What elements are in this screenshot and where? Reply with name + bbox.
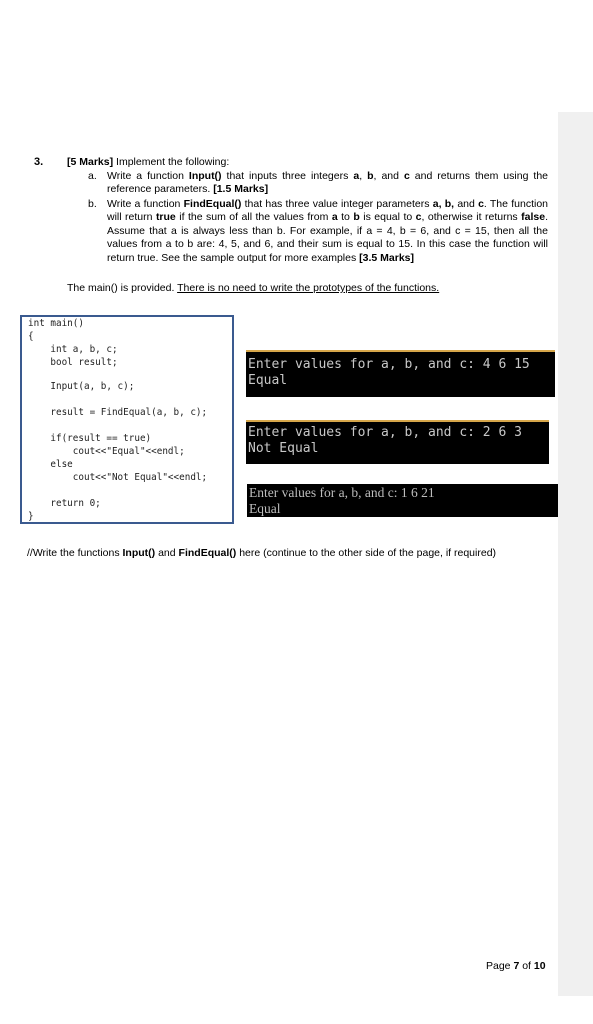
text-run: , otherwise it returns	[421, 211, 522, 224]
text-run: . Assume that a is always less than b. For example, if a = 4, b = 6, and c = 15, then all the values from a to b are: 4, 5, and 6, and their sum is equal to 15. In this case the function will return true. See the sample output for more examples	[107, 211, 549, 264]
function-name: Input()	[122, 547, 156, 559]
code-box	[20, 315, 234, 524]
text-run: and	[155, 547, 179, 559]
output-prompt: Enter values for a, b, and c: 1 6 21	[249, 485, 435, 500]
sample-output-3	[247, 484, 558, 517]
param-name: b	[367, 170, 374, 182]
text-run: The main() is provided.	[67, 282, 178, 294]
text-run: and returns them using the reference parameters.	[107, 170, 548, 196]
text-run: is equal to	[359, 211, 416, 224]
code-line: int main()	[28, 318, 84, 329]
output-result: Not Equal	[248, 441, 319, 456]
code-line: cout<<"Not Equal"<<endl;	[28, 472, 208, 483]
output-result: Equal	[248, 373, 288, 388]
text-run: of	[519, 960, 534, 972]
question-number: 3.	[34, 156, 44, 168]
text-run: here (continue to the other side of the page, if required)	[236, 547, 497, 559]
list-item-text	[107, 170, 548, 197]
function-name: Input()	[188, 170, 222, 182]
function-name: FindEqual()	[178, 547, 237, 559]
code-line: {	[28, 331, 34, 342]
sample-output-1	[246, 350, 555, 397]
text-run: . The function will return	[107, 198, 548, 224]
keyword-false: false	[521, 211, 546, 224]
text-run: Page	[486, 960, 514, 972]
text-run: that has three value integer parameters	[241, 198, 433, 210]
param-name: c	[403, 170, 410, 182]
text-run: that inputs three integers	[221, 170, 354, 182]
code-line: else	[28, 459, 73, 470]
code-line: cout<<"Equal"<<endl;	[28, 446, 185, 457]
page-number	[486, 960, 546, 972]
param-name: a	[331, 211, 338, 224]
text-run: and	[454, 198, 479, 210]
write-functions-note	[27, 547, 496, 559]
current-page: 7	[513, 960, 520, 972]
item-marks: [3.5 Marks]	[359, 251, 414, 264]
param-name: b	[353, 211, 360, 224]
comment-margin-bar	[558, 112, 593, 996]
text-run: Write a function	[107, 170, 189, 182]
underlined-note: There is no need to write the prototypes of the functions.	[177, 282, 440, 294]
text-run: Write a function	[107, 198, 184, 210]
code-line: result = FindEqual(a, b, c);	[28, 407, 208, 418]
text-run: if the sum of all the values from	[175, 211, 332, 224]
text-run: to	[337, 211, 354, 224]
param-name: c	[478, 198, 484, 210]
function-name: FindEqual()	[183, 198, 242, 210]
code-line: int a, b, c;	[28, 344, 118, 355]
text-run: , and	[373, 170, 404, 182]
code-line: if(result == true)	[28, 433, 152, 444]
output-prompt: Enter values for a, b, and c: 4 6 15	[248, 357, 530, 372]
param-name: a	[353, 170, 360, 182]
output-prompt: Enter values for a, b, and c: 2 6 3	[248, 425, 522, 440]
question-intro: Implement the following:	[116, 156, 230, 168]
code-line: return 0;	[28, 498, 101, 509]
code-line: bool result;	[28, 357, 118, 368]
param-name: c	[415, 211, 422, 224]
list-letter: b.	[88, 198, 97, 210]
item-marks: [1.5 Marks]	[213, 183, 269, 196]
code-line: Input(a, b, c);	[28, 381, 135, 392]
param-name: a, b,	[432, 198, 455, 210]
list-item-text	[107, 198, 548, 265]
text-run: //Write the functions	[27, 547, 123, 559]
question-marks: [5 Marks]	[67, 156, 114, 168]
list-letter: a.	[88, 170, 97, 182]
sample-output-2	[246, 420, 549, 464]
code-line: }	[28, 511, 34, 522]
question-heading	[67, 156, 229, 168]
output-result: Equal	[249, 501, 281, 516]
text-run: ,	[359, 170, 368, 182]
keyword-true: true	[155, 211, 176, 224]
total-pages: 10	[533, 960, 546, 972]
main-provided-note	[67, 282, 439, 294]
